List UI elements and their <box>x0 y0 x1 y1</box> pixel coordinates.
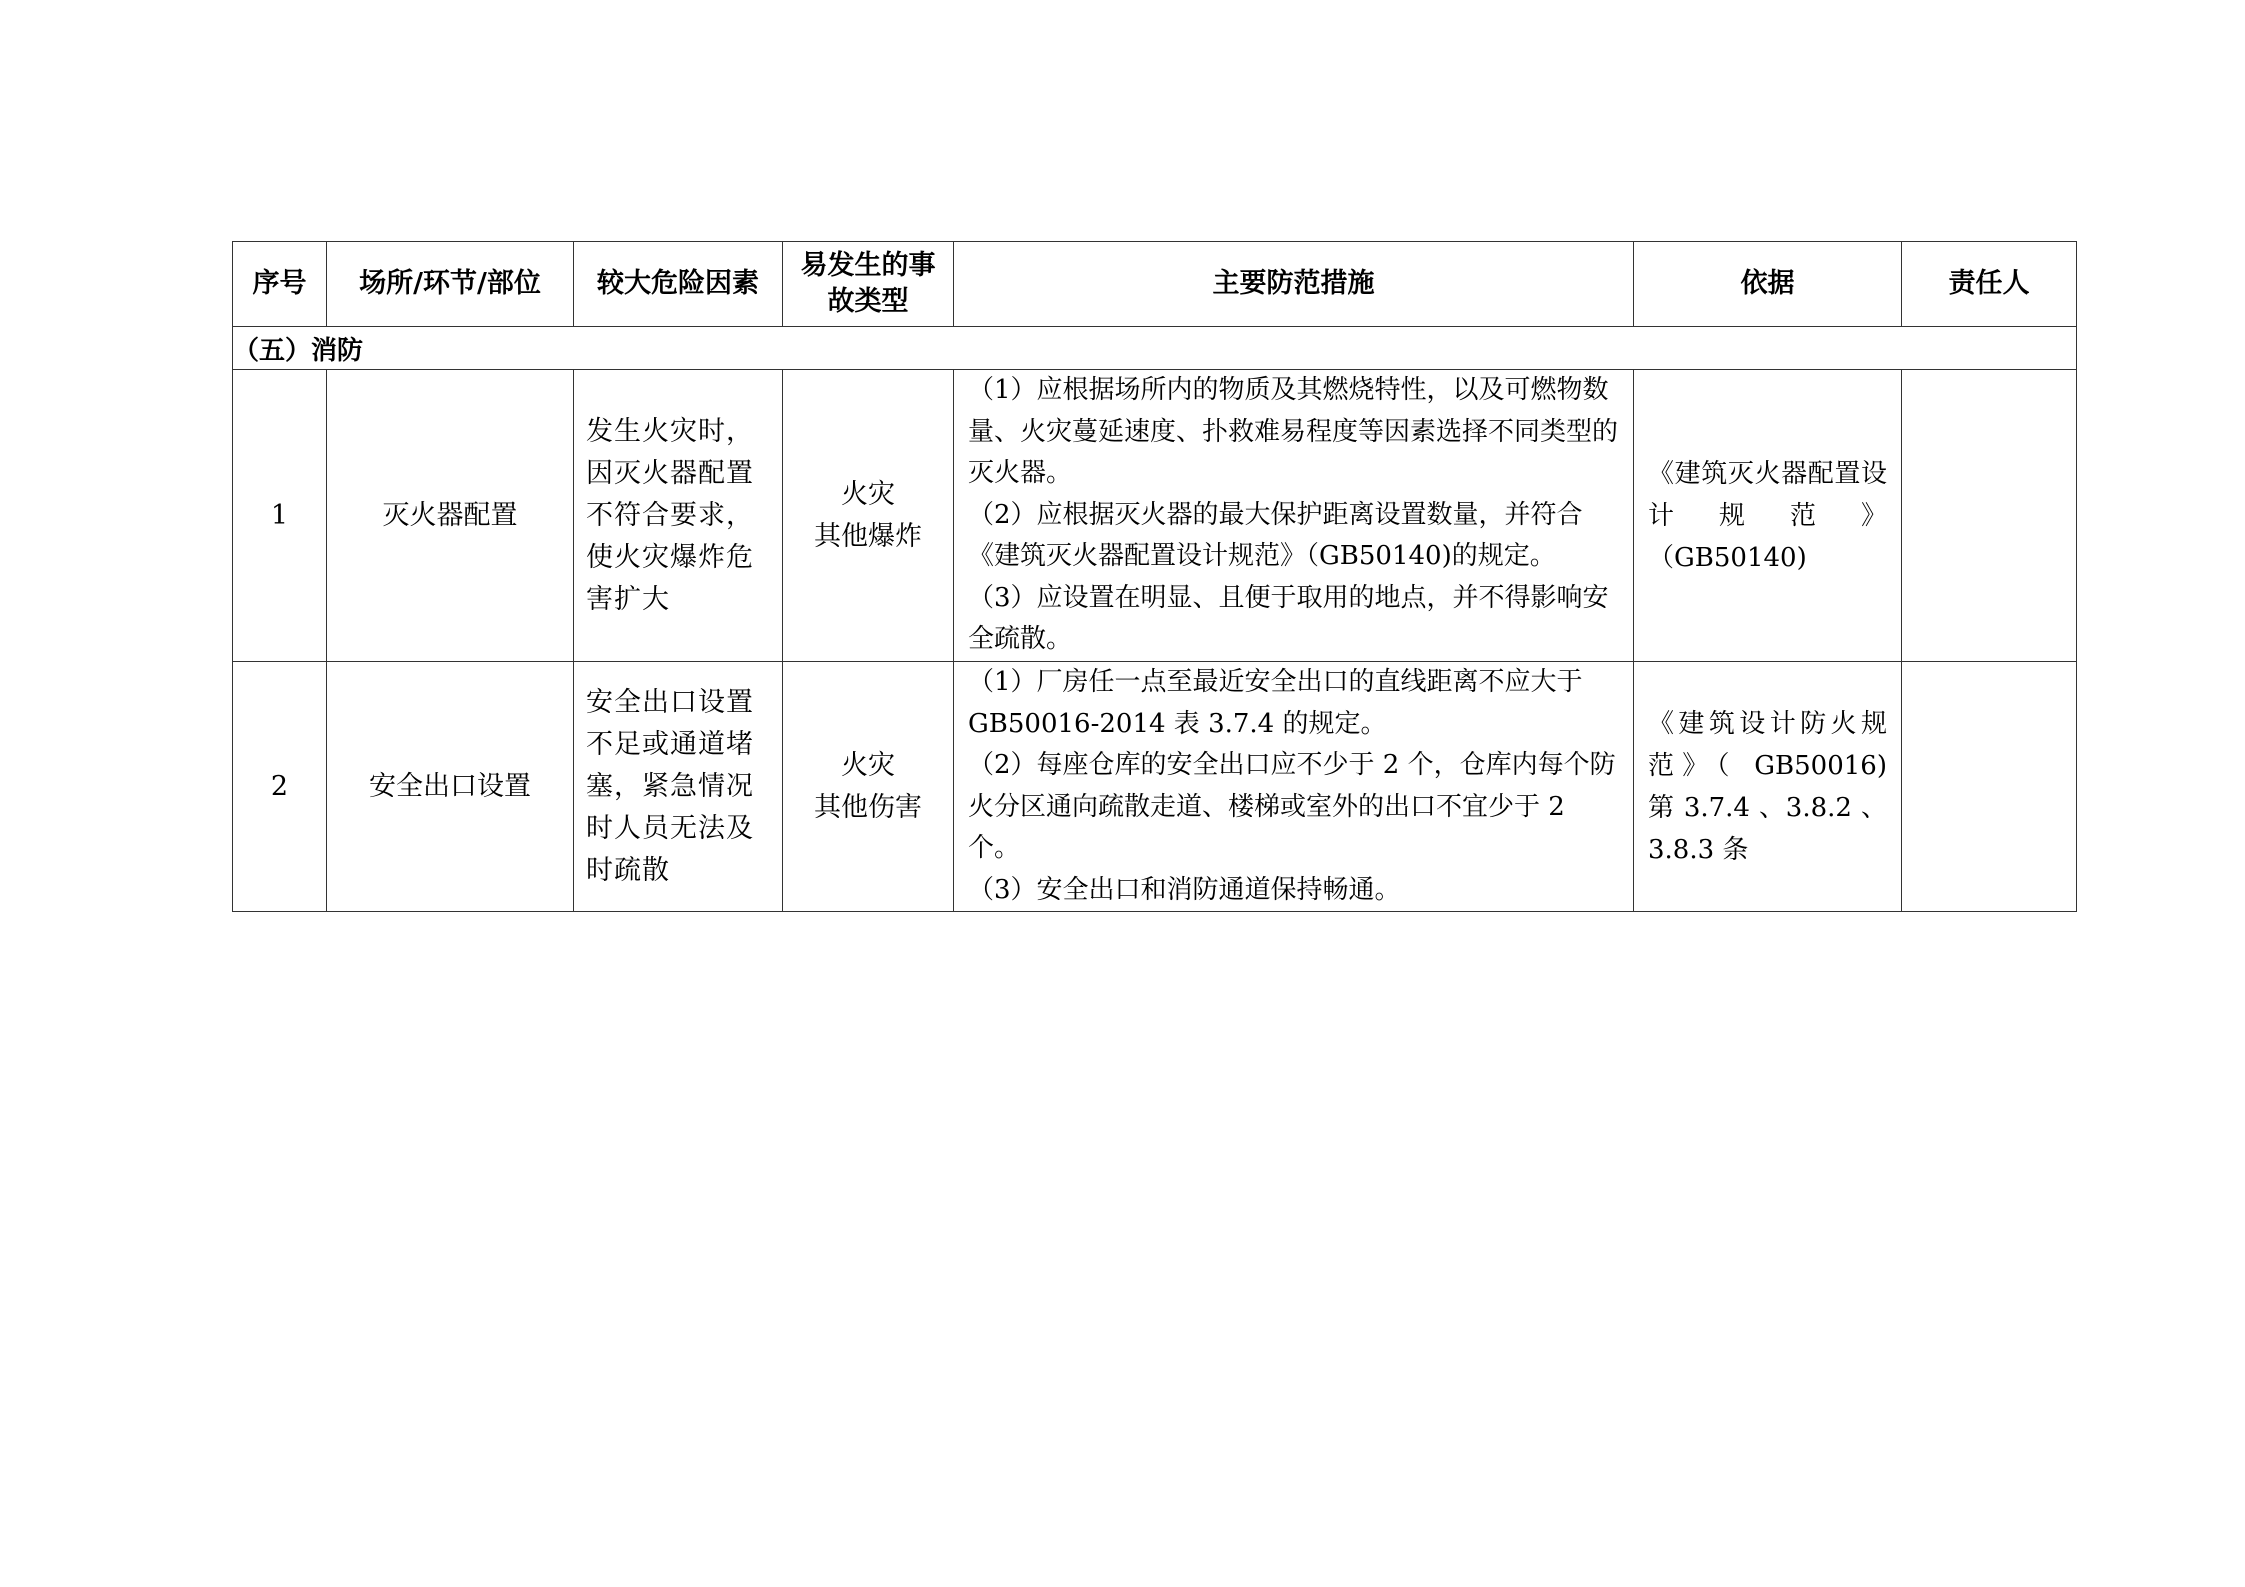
section-row <box>233 327 2077 370</box>
row-place: 安全出口设置 <box>327 662 574 912</box>
row-measures <box>954 662 1634 912</box>
measure-item: （3）安全出口和消防通道保持畅通。 <box>968 874 1401 905</box>
table-header-row <box>233 242 2077 327</box>
measure-item: （2）应根据灭火器的最大保护距离设置数量，并符合《建筑灭火器配置设计规范》（GB50140)的规定。 <box>968 499 1583 572</box>
header-basis: 依据 <box>1634 242 1902 327</box>
row-seq: 2 <box>233 662 327 912</box>
header-responsible: 责任人 <box>1902 242 2077 327</box>
row-basis: 《建筑灭火器配置设计规范》（GB50140) <box>1634 370 1902 662</box>
measure-item: （1）厂房任一点至最近安全出口的直线距离不应大于GB50016-2014 表 3.7.4 的规定。 <box>968 667 1583 739</box>
row-hazard: 安全出口设置不足或通道堵塞，紧急情况时人员无法及时疏散 <box>574 662 783 912</box>
row-place: 灭火器配置 <box>327 370 574 662</box>
header-accident-type <box>783 242 954 327</box>
row-accident-line1: 火灾 <box>841 478 895 510</box>
header-measures: 主要防范措施 <box>954 242 1634 327</box>
row-seq: 1 <box>233 370 327 662</box>
row-accident-type <box>783 662 954 912</box>
row-accident-line2: 其他伤害 <box>814 791 922 823</box>
header-accident-line1: 易发生的事 <box>800 250 936 281</box>
row-accident-line2: 其他爆炸 <box>814 520 922 552</box>
measure-item: （2）每座仓库的安全出口应不少于 2 个，仓库内每个防火分区通向疏散走道、楼梯或室外的出口不宜少于 2 个。 <box>968 750 1616 863</box>
row-hazard: 发生火灾时，因灭火器配置不符合要求，使火灾爆炸危害扩大 <box>574 370 783 662</box>
measure-item: （3）应设置在明显、且便于取用的地点，并不得影响安全疏散。 <box>968 582 1609 655</box>
header-seq: 序号 <box>233 242 327 327</box>
measure-item: （1）应根据场所内的物质及其燃烧特性，以及可燃物数量、火灾蔓延速度、扑救难易程度等因素选择不同类型的灭火器。 <box>968 375 1619 489</box>
header-place: 场所/环节/部位 <box>327 242 574 327</box>
row-responsible <box>1902 662 2077 912</box>
table-row <box>233 662 2077 912</box>
row-accident-line1: 火灾 <box>841 749 895 781</box>
section-title: （五）消防 <box>233 327 2077 370</box>
header-accident-line2: 故类型 <box>827 286 909 317</box>
row-basis: 《建筑设计防火规范》（ GB50016) 第 3.7.4 、3.8.2 、3.8.3 条 <box>1634 662 1902 912</box>
row-measures <box>954 370 1634 662</box>
header-hazard: 较大危险因素 <box>574 242 783 327</box>
row-accident-type <box>783 370 954 662</box>
table-row <box>233 370 2077 662</box>
row-responsible <box>1902 370 2077 662</box>
risk-table <box>232 241 2077 912</box>
